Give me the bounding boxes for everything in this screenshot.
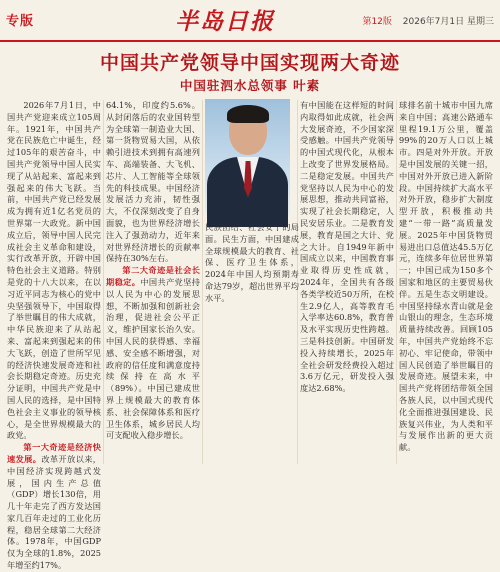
article-column-5 (399, 100, 493, 466)
article-paragraph: 2026年7月1日，中国共产党迎来成立105周年。1921年，中国共产党在民族危亡中诞生，经过105年的艰苦奋斗，中国共产党领导中国人民实现了从站起来、富起来到强起来的伟大飞跃。当前，中国共产党已经发展成为拥有近1亿名党员的世界第一大政党。新中国成立后，领导中国人民完成社会主义革命和建设，实行改革开放，开辟中国特色社会主义道路。特别是党的十八大以来，在以习近平同志为核心的党中央坚强领导下，中国取得了举世瞩目的伟大成就，中华民族迎来了从站起来、富起来到强起来的伟大飞跃，创造了世所罕见的经济快速发展奇迹和社会长期稳定奇迹。历史充分证明，中国共产党是中国人民的选择，是中国特色社会主义事业的领导核心，是全世界规模最大的政党。 (7, 100, 101, 441)
issue-date: 2026年7月1日 星期三 (402, 17, 494, 27)
column-divider (396, 100, 397, 464)
paper-logo: 半岛日报 (175, 8, 275, 35)
article-paragraph: 有中国能在这样短的时间内取得如此成就，社会两大发展奇迹，不少国家深受感触。中国共产党领导的中国式现代化，从根本上改变了世界发展格局。二是稳定发展。中国共产党坚持以人民为中心的发展思想，推动共同富裕，实现了社会长期稳定，人民安居乐业。二是教育发展，教育是国之大计、党之大计。自1949年新中国成立以来，中国教育事业取得历史性成就，2024年，全国共有各级各类学校近50万所，在校生2.9亿人，高等教育毛入学率达60.8%，教育普及水平实现历史性跨越。三是科技创新。中国研发投入持续增长，2025年全社会研发经费投入超过3.6万亿元，研发投入强度达2.68%。 (300, 100, 394, 394)
portrait-hair (227, 105, 269, 123)
page-number: 第12版 (362, 17, 392, 27)
subheading-stability: 第二大奇迹是社会长期稳定。 (106, 265, 200, 287)
section-tag: 专版 (6, 14, 35, 29)
article-column-2 (106, 100, 200, 466)
article-paragraph: 民族团结、社会安宁的局面。民生方面，中国建成全球规模最大的教育、社保、医疗卫生体系，2024年中国人均预期寿命达79岁，超出世界平均水平。 (205, 222, 299, 303)
portrait-photo-icon (205, 99, 290, 215)
article-paragraph: 中国共产党坚持以人民为中心的发展思想，不断加强和创新社会治理，促进社会公平正义，维护国家长治久安。中国人民的获得感、幸福感、安全感不断增强，对政府的信任度和满意度持续保持在高水平（89%）。中国已建成世界上规模最大的教育体系、社会保障体系和医疗卫生体系，城乡居民人均可支配收入稳步增长。 (106, 276, 200, 441)
article-byline: 中国驻泗水总领事 叶素 (179, 78, 321, 93)
column-divider (202, 100, 203, 464)
article-column-3 (205, 222, 299, 466)
column-divider (103, 100, 104, 464)
article-paragraph: 改革开放以来，中国经济实现跨越式发展，国内生产总值（GDP）增长130倍，用几十年走完了西方发达国家几百年走过的工业化历程，稳居全球第二大经济体。1978年，中国GDP仅为全球的1.8%，2025年增至约17%。 (7, 453, 101, 571)
article-paragraph: 球排名前十城市中国九席来自中国；高速公路通车里程19.1万公里，覆盖99%的20万人口以上城市。四是对外开放。开放是中国发展的关键一招，中国对外开放已进入新阶段。中国持续扩大高水平对外开放，稳步扩大制度型开放，积极推动共建“一带一路”高质量发展。2025年中国货物贸易进出口总值达45.5万亿元，连续多年位居世界第一；中国已成为150多个国家和地区的主要贸易伙伴。五是生态文明建设。中国坚持绿水青山就是金山银山的理念，生态环境质量持续改善。回顾105年，中国共产党始终不忘初心、牢记使命，带领中国人民创造了举世瞩目的发展奇迹。展望未来，中国共产党将团结带领全国各族人民，以中国式现代化全面推进强国建设、民族复兴伟业，为人类和平与发展作出新的更大贡献。 (399, 100, 493, 453)
article-column-4 (300, 100, 394, 466)
article-column-1 (7, 100, 101, 571)
masthead (0, 0, 500, 42)
article-paragraph: 64.1%，印度约5.6%。从封闭落后的农业国转型为全球第一制造业大国、第一货物贸易大国，从依赖引进技术到拥有高速列车、高端装备、大飞机、芯片、人工智能等全球领先的科技成果。中国经济发展活力充沛，韧性强大，不仅深刻改变了自身面貌，也为世界经济增长注入了强劲动力，近年来对世界经济增长的贡献率保持在30%左右。 (106, 100, 200, 264)
edition-info (362, 14, 494, 27)
article-headline: 中国共产党领导中国实现两大奇迹 (99, 52, 400, 74)
subheading-economy: 第一大奇迹是经济快速发展。 (7, 442, 101, 464)
